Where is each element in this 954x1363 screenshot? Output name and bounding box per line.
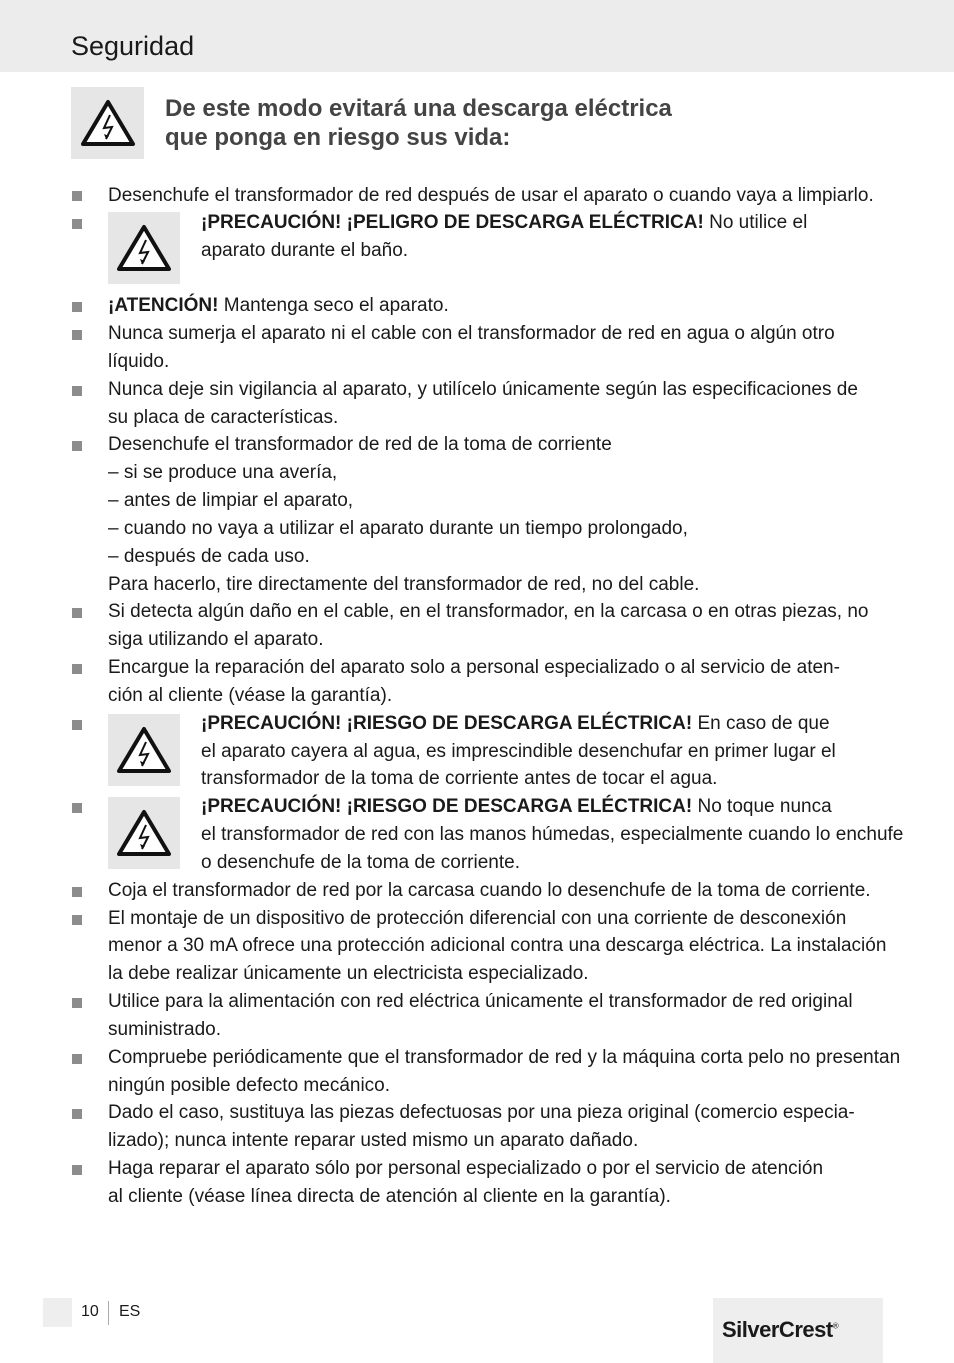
brand-name: SilverCrest [722,1317,833,1342]
list-item-line: Encargue la reparación del aparato solo a personal especializado o al servicio de aten- [108,657,840,678]
bullet [72,191,82,201]
bullet [72,887,82,897]
list-item-line: Desenchufe el transformador de red de la toma de corriente [108,434,612,455]
list-item-text [108,292,449,320]
bullet [72,803,82,813]
caution-label: ¡PRECAUCIÓN! ¡RIESGO DE DESCARGA ELÉCTRICA! [201,796,693,817]
page-language: ES [119,1303,141,1320]
sub-item: – cuando no vaya a utilizar el aparato durante un tiempo prolongado, [108,518,688,539]
list-item-line: No toque nunca [692,796,832,817]
list-item-line: su placa de características. [108,407,339,428]
warning-heading [165,94,815,152]
bullet [72,608,82,618]
sub-item: – si se produce una avería, [108,462,338,483]
electric-shock-warning-icon [116,725,172,775]
bullet [72,664,82,674]
item-warning-box [108,797,180,869]
list-item-line: Compruebe periódicamente que el transformador de red y la máquina corta pelo no presentan [108,1047,901,1068]
list-item-line: Coja el transformador de red por la carcasa cuando lo desenchufe de la toma de corriente. [108,880,871,901]
bullet [72,441,82,451]
page-number: 10 [81,1303,99,1320]
list-item-line: al cliente (véase línea directa de atención al cliente en la garantía). [108,1186,671,1207]
list-item-line: Dado el caso, sustituya las piezas defectuosas por una pieza original (comercio especia- [108,1102,855,1123]
list-item-line: Nunca sumerja el aparato ni el cable con el transformador de red en agua o algún otro [108,323,835,344]
sub-item: – después de cada uso. [108,546,310,567]
list-item-line: Para hacerlo, tire directamente del transformador de red, no del cable. [108,574,700,595]
list-item-line: el aparato cayera al agua, es imprescindible desenchufar en primer lugar el [201,741,836,762]
list-item-line: ningún posible defecto mecánico. [108,1075,391,1096]
electric-shock-warning-icon [116,223,172,273]
list-item-line: siga utilizando el aparato. [108,629,324,650]
list-item-line: aparato durante el baño. [201,240,409,261]
list-item-text [201,793,832,821]
list-item-line: Nunca deje sin vigilancia al aparato, y utilícelo únicamente según las especificaciones de [108,379,858,400]
bullet [72,720,82,730]
brand-mark: ® [832,1321,839,1331]
footer-divider [108,1301,109,1325]
main-warning-box [71,87,144,159]
list-item-line: Utilice para la alimentación con red eléctrica únicamente el transformador de red original [108,991,853,1012]
list-item-line: suministrado. [108,1019,221,1040]
list-item-line: transformador de la toma de corriente antes de tocar el agua. [201,768,718,789]
sub-item: – antes de limpiar el aparato, [108,490,354,511]
list-item-line: lizado); nunca intente reparar usted mismo un aparato dañado. [108,1130,639,1151]
list-item-line: No utilice el [703,212,808,233]
attention-label: ¡ATENCIÓN! [108,295,219,316]
bullet [72,302,82,312]
list-item-line: líquido. [108,351,170,372]
bullet [72,1165,82,1175]
list-item-line: Haga reparar el aparato sólo por personal especializado o por el servicio de atención [108,1158,824,1179]
bullet [72,330,82,340]
footer-marker [43,1298,72,1327]
list-item-line: Mantenga seco el aparato. [218,295,449,316]
list-item-line: En caso de que [692,713,830,734]
warning-heading-line2: que ponga en riesgo sus vida: [165,124,511,151]
item-warning-box [108,212,180,284]
caution-label: ¡PRECAUCIÓN! ¡PELIGRO DE DESCARGA ELÉCTRICA! [201,212,704,233]
page-title: Seguridad [71,31,195,61]
list-item-line: el transformador de red con las manos húmedas, especialmente cuando lo enchufe [201,824,904,845]
list-item-line: Si detecta algún daño en el cable, en el transformador, en la carcasa o en otras piezas, no [108,601,869,622]
bullet [72,386,82,396]
bullet [72,998,82,1008]
bullet [72,219,82,229]
electric-shock-warning-icon [116,808,172,858]
list-item-text [201,710,830,738]
bullet [72,1054,82,1064]
bullet [72,915,82,925]
list-item-line: menor a 30 mA ofrece una protección adicional contra una descarga eléctrica. La instalación [108,935,887,956]
bullet [72,1109,82,1119]
list-item-text: Desenchufe el transformador de red después de usar el aparato o cuando vaya a limpiarlo. [108,185,874,206]
warning-heading-line1: De este modo evitará una descarga eléctrica [165,95,672,122]
caution-label: ¡PRECAUCIÓN! ¡RIESGO DE DESCARGA ELÉCTRICA! [201,713,693,734]
brand-logo [722,1317,838,1343]
list-item-line: El montaje de un dispositivo de protección diferencial con una corriente de desconexión [108,908,847,929]
list-item-text [201,209,807,237]
item-warning-box [108,714,180,786]
list-item-line: la debe realizar únicamente un electricista especializado. [108,963,589,984]
list-item-line: ción al cliente (véase la garantía). [108,685,393,706]
list-item-line: o desenchufe de la toma de corriente. [201,852,520,873]
electric-shock-warning-icon [80,98,136,148]
